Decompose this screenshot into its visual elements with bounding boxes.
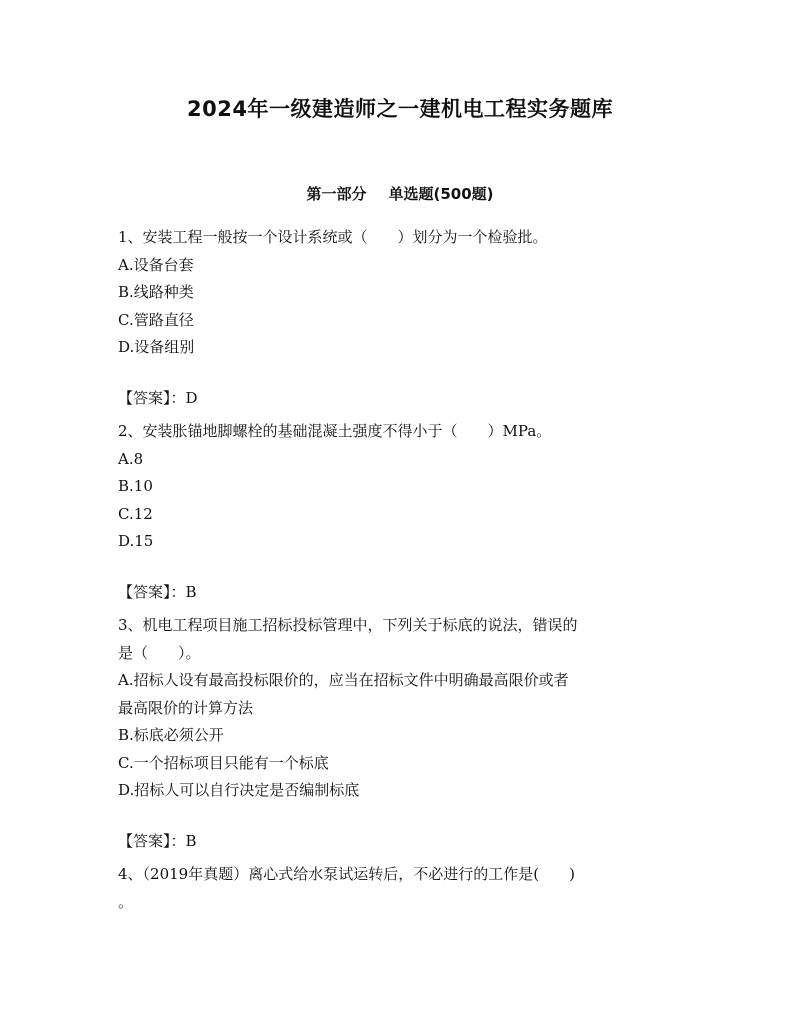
- option-c: C.12: [118, 504, 153, 523]
- section-name: 单选题(500题): [388, 185, 494, 203]
- document-title: 2024年一级建造师之一建机电工程实务题库: [187, 97, 613, 121]
- option-c: C.一个招标项目只能有一个标底: [118, 753, 329, 772]
- answer-label: 【答案】：: [118, 831, 186, 850]
- option-a: A.8: [118, 449, 144, 468]
- option-d: D.设备组别: [118, 338, 195, 356]
- option-d: D.招标人可以自行决定是否编制标底: [118, 781, 360, 799]
- option-b: B.10: [118, 477, 153, 495]
- option-a-line-1: A.招标人设有最高投标限价的，应当在招标文件中明确最高限价或者: [118, 671, 569, 689]
- answer-label: 【答案】：: [118, 388, 186, 407]
- section-part: 第一部分: [306, 185, 367, 203]
- answer-line: [118, 385, 688, 413]
- question-stem-line-2: 是（ ）。: [118, 643, 201, 662]
- option-d: D.15: [118, 532, 154, 550]
- option-b: B.标底必须公开: [118, 726, 224, 744]
- question-list: [118, 224, 688, 916]
- answer-line: [118, 828, 688, 856]
- question-stem-line-1: 3、机电工程项目施工招标投标管理中，下列关于标底的说法，错误的: [118, 616, 578, 634]
- answer-label: 【答案】：: [118, 582, 186, 601]
- question-3: [118, 612, 688, 855]
- question-stem-line-2: 。: [118, 892, 134, 911]
- option-b: B.线路种类: [118, 283, 194, 301]
- option-a-line-2: 最高限价的计算方法: [118, 698, 254, 717]
- question-stem: 2、安装胀锚地脚螺栓的基础混凝土强度不得小于（ ）MPa。: [118, 422, 552, 440]
- question-stem-line-1: 4、（2019年真题）离心式给水泵试运转后，不必进行的工作是( ): [118, 865, 575, 883]
- answer-value: B: [185, 831, 197, 850]
- question-4: [118, 861, 688, 916]
- section-heading: [0, 183, 800, 204]
- answer-value: B: [185, 582, 197, 601]
- question-1: [118, 224, 688, 412]
- answer-line: [118, 579, 688, 607]
- answer-value: D: [185, 388, 198, 407]
- question-stem: 1、安装工程一般按一个设计系统或（ ）划分为一个检验批。: [118, 228, 548, 246]
- question-2: [118, 418, 688, 606]
- option-c: C.管路直径: [118, 310, 194, 329]
- option-a: A.设备台套: [118, 255, 194, 274]
